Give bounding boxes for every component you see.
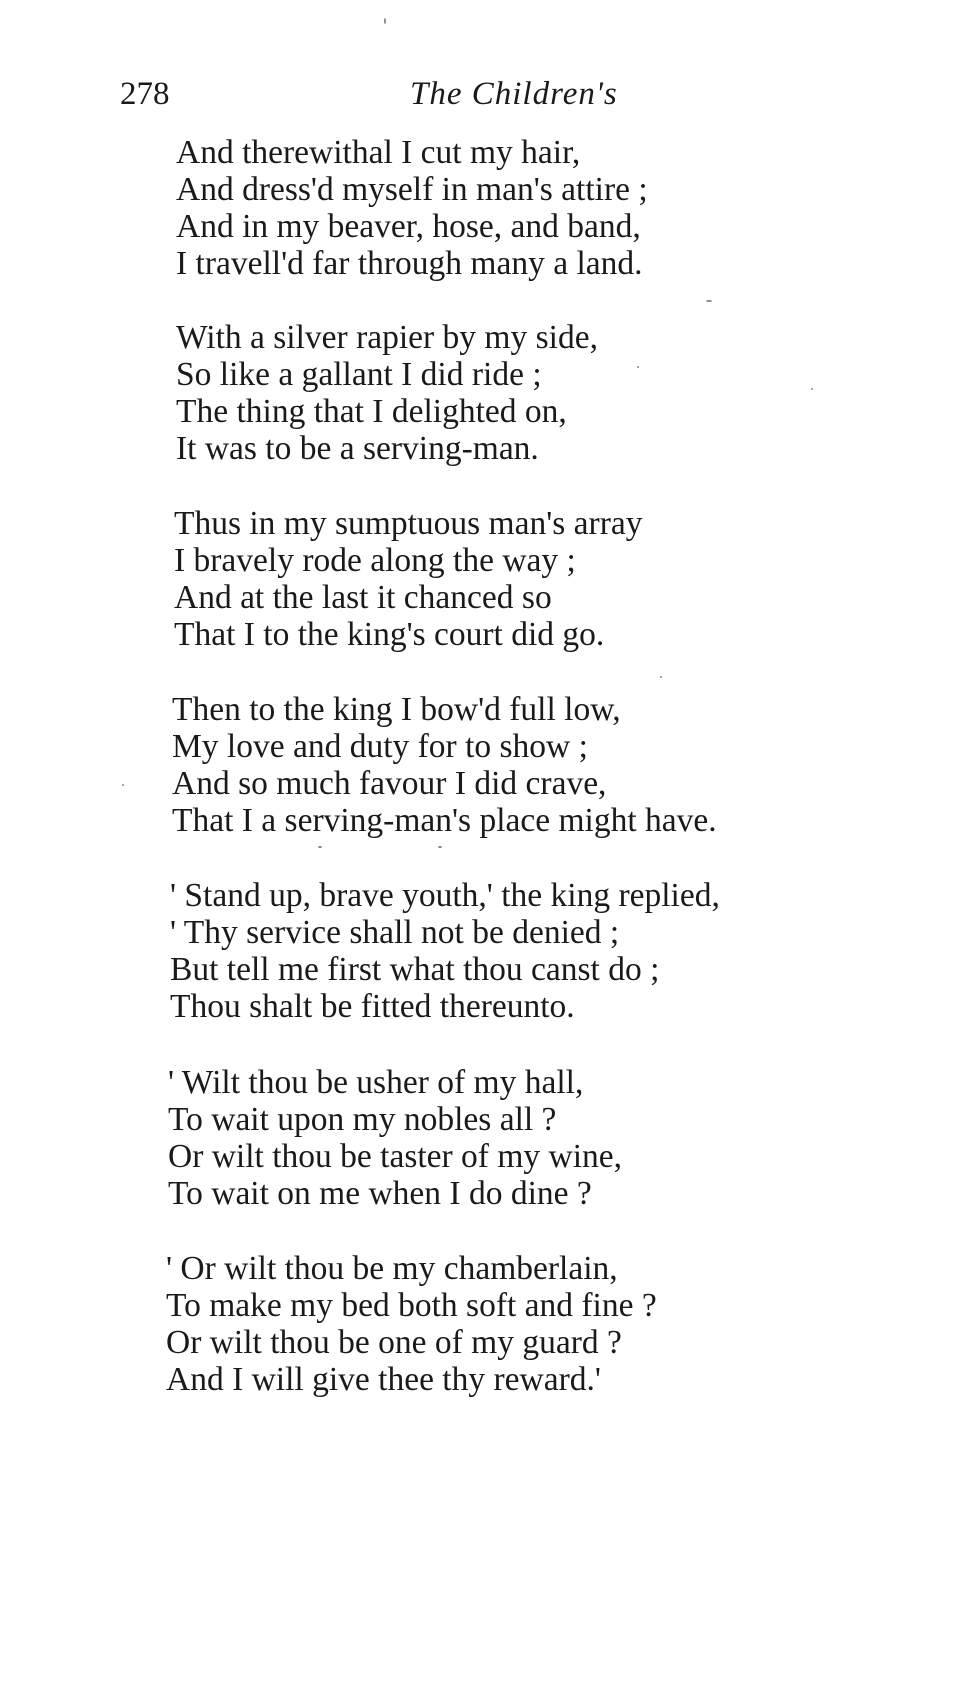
scan-speck [637, 366, 639, 368]
verse-line: And at the last it chanced so [174, 579, 552, 616]
verse-line: That I a serving-man's place might have. [172, 802, 717, 839]
verse-line: So like a gallant I did ride ; [176, 356, 542, 393]
running-title: The Children's [410, 76, 618, 112]
verse-line: And in my beaver, hose, and band, [176, 208, 641, 245]
verse-line: The thing that I delighted on, [176, 393, 567, 430]
scan-speck [660, 676, 662, 678]
verse-line: My love and duty for to show ; [172, 728, 588, 765]
verse-line: To wait upon my nobles all ? [168, 1101, 557, 1138]
page-number: 278 [120, 76, 170, 112]
verse-line: Then to the king I bow'd full low, [172, 691, 621, 728]
verse-line: Or wilt thou be taster of my wine, [168, 1138, 623, 1175]
page-header [120, 74, 900, 114]
verse-line: And dress'd myself in man's attire ; [176, 171, 648, 208]
verse-line: To wait on me when I do dine ? [168, 1175, 592, 1212]
verse-line: Thou shalt be fitted thereunto. [170, 988, 575, 1025]
verse-line: I travell'd far through many a land. [176, 245, 643, 282]
verse-line: And therewithal I cut my hair, [176, 134, 581, 171]
scan-speck [438, 846, 442, 848]
verse-line: But tell me first what thou canst do ; [170, 951, 660, 988]
verse-line: Or wilt thou be one of my guard ? [166, 1324, 622, 1361]
scan-speck [811, 388, 813, 390]
verse-line: ' Stand up, brave youth,' the king replied, [170, 877, 720, 914]
verse-line: I bravely rode along the way ; [174, 542, 576, 579]
verse-line: To make my bed both soft and fine ? [166, 1287, 657, 1324]
verse-line: And so much favour I did crave, [172, 765, 607, 802]
verse-line: And I will give thee thy reward.' [166, 1361, 601, 1398]
verse-line: ' Or wilt thou be my chamberlain, [166, 1250, 618, 1287]
scan-speck [706, 300, 712, 302]
scan-speck [122, 784, 124, 786]
verse-line: With a silver rapier by my side, [176, 319, 598, 356]
verse-line: Thus in my sumptuous man's array [174, 505, 643, 542]
verse-line: That I to the king's court did go. [174, 616, 605, 653]
verse-line: ' Thy service shall not be denied ; [170, 914, 620, 951]
scan-speck [318, 846, 322, 848]
verse-line: It was to be a serving-man. [176, 430, 539, 467]
scan-speck [384, 18, 386, 24]
verse-line: ' Wilt thou be usher of my hall, [168, 1064, 584, 1101]
